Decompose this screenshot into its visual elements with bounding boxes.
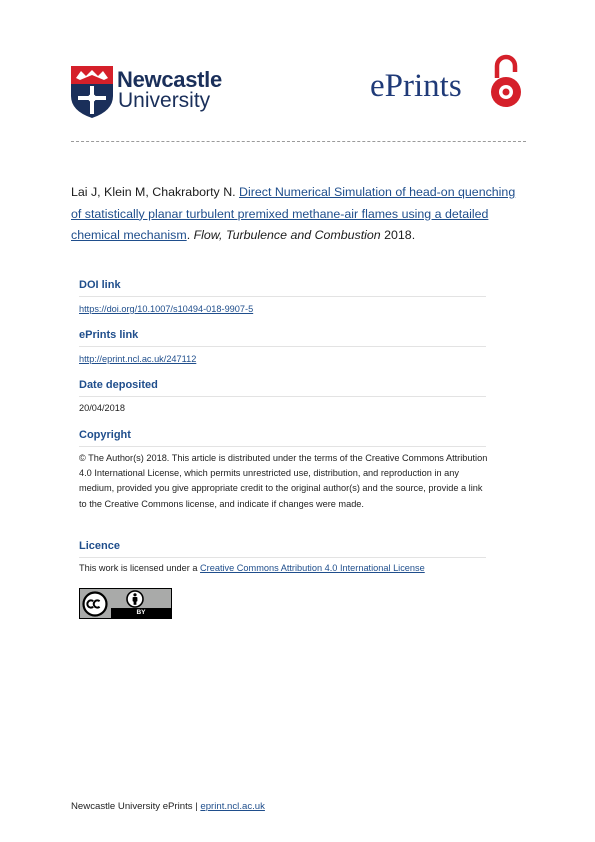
citation-journal: Flow, Turbulence and Combustion	[193, 228, 381, 242]
copyright-rule	[79, 446, 486, 447]
copyright-heading: Copyright	[79, 429, 131, 441]
citation	[71, 182, 526, 247]
licence-link[interactable]: Creative Commons Attribution 4.0 International License	[200, 563, 425, 573]
logo-wordmark-line1: Newcastle	[117, 67, 222, 92]
open-access-lock-icon	[487, 54, 525, 108]
doi-link[interactable]: https://doi.org/10.1007/s10494-018-9907-5	[79, 304, 254, 314]
date-deposited-rule	[79, 396, 486, 397]
footer-link[interactable]: eprint.ncl.ac.uk	[200, 801, 265, 812]
licence-heading: Licence	[79, 540, 120, 552]
citation-separator: .	[186, 228, 194, 242]
doi-rule	[79, 296, 486, 297]
citation-authors: Lai J, Klein M, Chakraborty N.	[71, 185, 240, 199]
licence-prefix: This work is licensed under a	[79, 563, 201, 573]
cc-by-badge[interactable]	[79, 588, 172, 619]
citation-year: 2018.	[380, 228, 416, 242]
licence-rule	[79, 557, 486, 558]
logo-wordmark-line2: University	[118, 89, 211, 112]
licence-statement	[79, 563, 425, 573]
creative-commons-icon	[82, 591, 108, 617]
doi-heading: DOI link	[79, 279, 121, 291]
footer	[71, 801, 265, 812]
citation-title-link[interactable]: Direct Numerical Simulation of head-on quenching of statistically planar turbulent premixed methane-air flames using a detailed chemical mechanism	[71, 185, 516, 242]
header-divider	[71, 141, 526, 142]
eprints-logo	[370, 54, 530, 110]
eprints-logo-text: ePrints	[370, 68, 462, 104]
date-deposited-value: 20/04/2018	[79, 403, 125, 413]
university-shield-icon	[71, 66, 113, 118]
eprints-link-rule	[79, 346, 486, 347]
attribution-person-icon	[126, 590, 144, 608]
by-label: BY	[136, 609, 146, 616]
eprints-link[interactable]: http://eprint.ncl.ac.uk/247112	[79, 354, 197, 364]
by-label-bar	[111, 608, 171, 618]
newcastle-university-logo	[71, 66, 231, 118]
copyright-text: © The Author(s) 2018. This article is distributed under the terms of the Creative Commons Attribution 4.0 International License, which permits unrestricted use, distribution, and reproduction in any medium, provided you give appropriate credit to the original author(s) and the source, provide a link to the Creative Commons license, and indicate if changes were made.	[79, 453, 488, 509]
date-deposited-heading: Date deposited	[79, 379, 158, 391]
eprints-link-heading: ePrints link	[79, 329, 139, 341]
footer-text: Newcastle University ePrints |	[71, 801, 201, 812]
